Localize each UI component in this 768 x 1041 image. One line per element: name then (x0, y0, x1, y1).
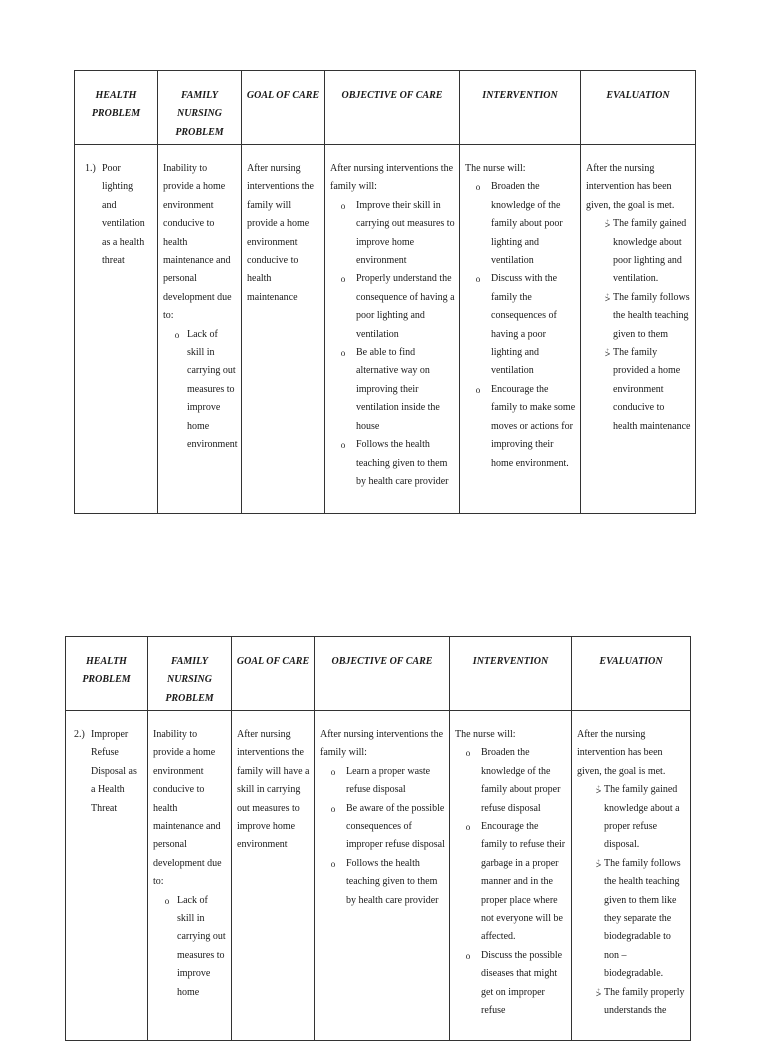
list-item: o Discuss the possible diseases that might get on improper refuse (455, 947, 567, 1021)
arrow-check-icon: ⩼ (596, 858, 602, 869)
header-evaluation: EVALUATION (581, 71, 696, 145)
circle-bullet-icon: o (164, 895, 170, 906)
evaluation-list (586, 215, 691, 436)
circle-bullet-icon: o (340, 440, 346, 451)
family-problem-intro: Inability to provide a home environment conducive to health maintenance and personal development due to: (153, 729, 222, 888)
objective-cell (315, 711, 450, 1041)
list-item: ⩼ The family gained knowledge about a proper refuse disposal. (577, 781, 686, 855)
header-row (66, 637, 691, 711)
evaluation-intro: After the nursing intervention has been given, the goal is met. (577, 729, 666, 777)
health-problem-text: Improper Refuse Disposal as a Health Threat (91, 729, 137, 814)
list-item: ⩼ The family properly understands the (577, 984, 686, 1021)
health-problem-cell (75, 145, 158, 514)
objective-intro: After nursing interventions the family will: (320, 729, 444, 759)
family-problem-bullet: Lack of skill in carrying out measures to improve home environment (187, 328, 238, 451)
list-item: ⩼ The family follows the health teaching given to them (586, 289, 691, 344)
arrow-check-icon: ⩼ (605, 219, 611, 230)
list-item: o Improve their skill in carrying out measures to improve home environment (330, 197, 455, 271)
list-item: o Be aware of the possible consequences of improper refuse disposal (320, 800, 445, 855)
list-item: ⩼ The family provided a home environment conducive to health maintenance (586, 344, 691, 436)
intervention-cell (450, 711, 572, 1041)
intervention-intro: The nurse will: (455, 729, 516, 740)
header-health-problem: HEALTH PROBLEM (66, 637, 148, 711)
table-row (66, 711, 691, 1041)
list-item: ⩼ The family follows the health teaching given to them like they separate the biodegradable to non – biodegradable. (577, 855, 686, 984)
family-problem-bullet: Lack of skill in carrying out measures to improve home (177, 894, 226, 998)
header-intervention: INTERVENTION (460, 71, 581, 145)
list-item: o Broaden the knowledge of the family about poor lighting and ventilation (465, 178, 576, 270)
list-item: o Encourage the family to refuse their garbage in a proper manner and in the proper place where not everyone will be affected. (455, 818, 567, 947)
list-item: ⩼ The family gained knowledge about poor lighting and ventilation. (586, 215, 691, 289)
intervention-cell (460, 145, 581, 514)
care-plan-table-2 (65, 636, 691, 1041)
header-evaluation: EVALUATION (572, 637, 691, 711)
header-family-nursing-problem: FAMILY NURSING PROBLEM (158, 71, 242, 145)
list-item: o Properly understand the consequence of having a poor lighting and ventilation (330, 270, 455, 344)
evaluation-cell (572, 711, 691, 1041)
goal-text: After nursing interventions the family will have a skill in carrying out measures to improve home environment (237, 729, 310, 851)
circle-bullet-icon: o (340, 200, 346, 211)
circle-bullet-icon: o (340, 348, 346, 359)
arrow-check-icon: ⩼ (605, 292, 611, 303)
circle-bullet-icon: o (475, 274, 481, 285)
intervention-list (465, 178, 576, 473)
arrow-check-icon: ⩼ (596, 785, 602, 796)
header-objective-of-care: OBJECTIVE OF CARE (325, 71, 460, 145)
header-row (75, 71, 696, 145)
goal-cell (242, 145, 325, 514)
list-item: o Encourage the family to make some moves or actions for improving their home environment. (465, 381, 576, 473)
header-intervention: INTERVENTION (450, 637, 572, 711)
evaluation-cell (581, 145, 696, 514)
goal-cell (232, 711, 315, 1041)
family-problem-intro: Inability to provide a home environment conducive to health maintenance and personal development due to: (163, 163, 232, 322)
health-problem-cell (66, 711, 148, 1041)
objective-list (330, 197, 455, 492)
circle-bullet-icon: o (465, 950, 471, 961)
intervention-list (455, 744, 567, 1020)
intervention-intro: The nurse will: (465, 163, 526, 174)
circle-bullet-icon: o (475, 384, 481, 395)
header-goal-of-care: GOAL OF CARE (242, 71, 325, 145)
circle-bullet-icon: o (465, 822, 471, 833)
circle-bullet-icon: o (475, 182, 481, 193)
arrow-check-icon: ⩼ (596, 987, 602, 998)
list-item: o Be able to find alternative way on improving their ventilation inside the house (330, 344, 455, 436)
list-item: o Learn a proper waste refuse disposal (320, 763, 445, 800)
objective-list (320, 763, 445, 910)
family-nursing-problem-cell (148, 711, 232, 1041)
header-health-problem: HEALTH PROBLEM (75, 71, 158, 145)
goal-text: After nursing interventions the family will provide a home environment conducive to health maintenance (247, 163, 314, 303)
care-plan-table-1 (74, 70, 696, 514)
list-item: o Discuss with the family the consequences of having a poor lighting and ventilation (465, 270, 576, 380)
family-nursing-problem-cell (158, 145, 242, 514)
evaluation-list (577, 781, 686, 1020)
health-problem-text: Poor lighting and ventilation as a health threat (102, 163, 145, 267)
circle-bullet-icon: o (174, 329, 180, 340)
problem-number: 2.) (74, 729, 85, 740)
header-objective-of-care: OBJECTIVE OF CARE (315, 637, 450, 711)
list-item: o Follows the health teaching given to them by health care provider (320, 855, 445, 910)
circle-bullet-icon: o (465, 748, 471, 759)
circle-bullet-icon: o (340, 274, 346, 285)
list-item: o Follows the health teaching given to them by health care provider (330, 436, 455, 491)
evaluation-intro: After the nursing intervention has been given, the goal is met. (586, 163, 675, 211)
header-family-nursing-problem: FAMILY NURSING PROBLEM (148, 637, 232, 711)
circle-bullet-icon: o (330, 766, 336, 777)
header-goal-of-care: GOAL OF CARE (232, 637, 315, 711)
list-item: o Broaden the knowledge of the family about proper refuse disposal (455, 744, 567, 818)
objective-intro: After nursing interventions the family will: (330, 163, 454, 193)
circle-bullet-icon: o (330, 858, 336, 869)
problem-number: 1.) (85, 163, 96, 174)
circle-bullet-icon: o (330, 803, 336, 814)
table-row (75, 145, 696, 514)
objective-cell (325, 145, 460, 514)
arrow-check-icon: ⩼ (605, 348, 611, 359)
